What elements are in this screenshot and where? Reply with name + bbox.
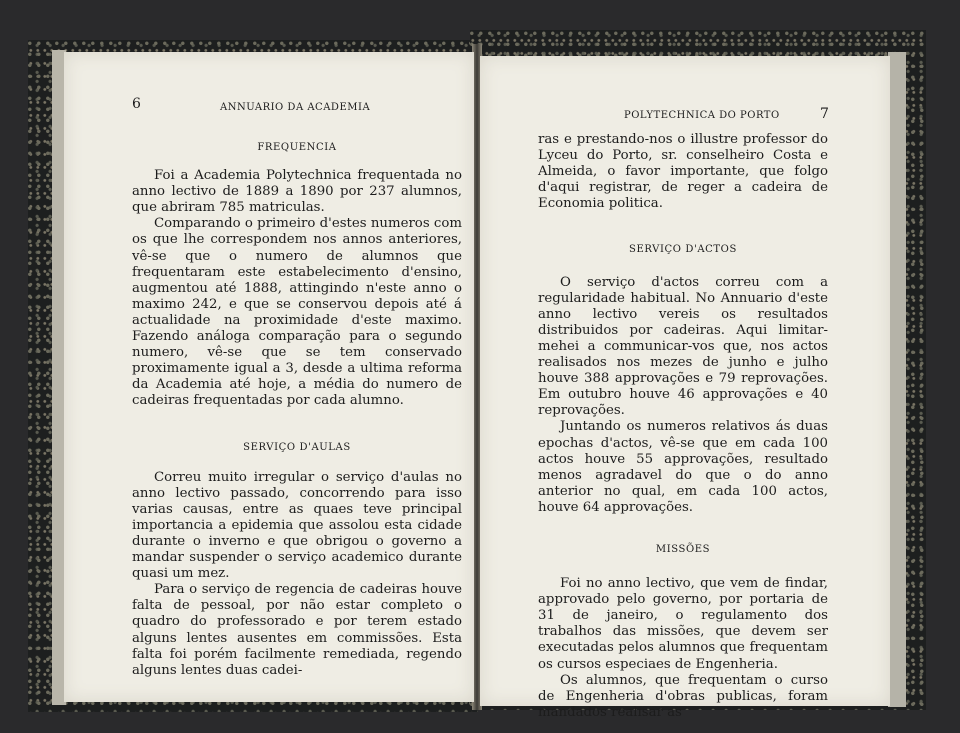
paragraph: Os alumnos, que frequentam o curso de Engenheria d'obras publicas, foram mandados realisar as xyxy=(538,672,828,720)
paragraph: Comparando o primeiro d'estes numeros com os que lhe correspondem nos annos anteriores, vê-se que o numero de alumnos que frequentaram este estabelecimento d'ensino, augmentou até 1888, attingindo n'este anno o maximo 242, e que se conservou depois até á actualidade na proximidade d'este maximo. Fazendo análoga comparação para o segundo numero, vê-se que se tem conservado proximamente igual a 3, desde a ultima reforma da Academia até hoje, a média do numero de cadeiras frequentadas por cada alumno. xyxy=(132,216,462,409)
section-heading: FREQUENCIA xyxy=(257,142,337,153)
right-page-body xyxy=(538,132,828,721)
section-heading: SERVIÇO D'AULAS xyxy=(243,441,351,453)
page-number: 6 xyxy=(132,96,141,112)
paragraph: Foi a Academia Polytechnica frequentada no anno lectivo de 1889 a 1890 por 237 alumnos, que abriram 785 matriculas. xyxy=(132,168,462,216)
right-page xyxy=(480,56,890,720)
paragraph: Correu muito irregular o serviço d'aulas no anno lectivo passado, concorrendo para isso varias causas, entre as quaes teve principal importancia a epidemia que assolou esta cidade durante o inverno e que obrigou o governo a mandar suspender o serviço academico durante quasi um mez. xyxy=(132,469,462,582)
paragraph: ras e prestando-nos o illustre professor do Lyceu do Porto, sr. conselheiro Costa e Almeida, o favor importante, que folgo d'aqui registrar, de reger a cadeira de Economia politica. xyxy=(538,132,828,212)
left-page xyxy=(64,52,474,702)
left-page-body xyxy=(132,140,462,679)
page-number: 7 xyxy=(820,106,829,122)
paragraph: Juntando os numeros relativos ás duas epochas d'actos, vê-se que em cada 100 actos houve 55 approvações, resultado menos agradavel do que o do anno anterior no qual, em cada 100 actos, houve 64 approvações. xyxy=(538,419,828,515)
running-head: ANNUARIO DA ACADEMIA xyxy=(220,102,371,113)
section-heading: MISSÕES xyxy=(655,543,711,555)
paragraph: Para o serviço de regencia de cadeiras houve falta de pessoal, por não estar completo o quadro do professorado e por terem estado alguns lentes ausentes em commissões. Esta falta foi porém facilmente remediada, regendo alguns lentes duas cadei- xyxy=(132,582,462,678)
paragraph: O serviço d'actos correu com a regularidade habitual. No Annuario d'este anno lectivo vereis os resultados distribuidos por cadeiras. Aqui limitar-mehei a communicar-vos que, nos actos realisados nos mezes de junho e julho houve 388 approvações e 79 reprovações. Em outubro houve 46 approvações e 40 reprovações. xyxy=(538,274,828,419)
section-heading: SERVIÇO D'ACTOS xyxy=(629,244,737,256)
running-head: POLYTECHNICA DO PORTO xyxy=(624,110,780,121)
paragraph: Foi no anno lectivo, que vem de findar, approvado pelo governo, por portaria de 31 de janeiro, o regulamento dos trabalhos das missões, que devem ser executadas pelos alumnos que frequentam os cursos especiaes de Engenheria. xyxy=(538,576,828,672)
page-edge-right xyxy=(888,52,906,707)
